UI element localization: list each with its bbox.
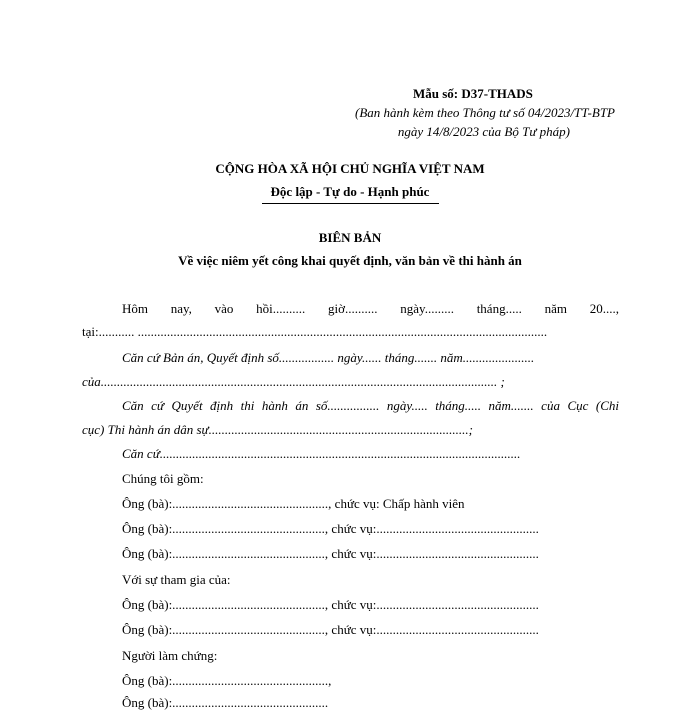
word: của [541, 398, 560, 413]
word: Quyết [171, 398, 203, 413]
word: tháng..... [435, 398, 482, 413]
word: năm....... [488, 398, 534, 413]
word: thi [240, 398, 255, 413]
word: hồi.......... [256, 301, 306, 316]
word: hành [261, 398, 288, 413]
body-line-1 [122, 301, 619, 317]
body-line-3 [122, 398, 619, 414]
word: năm [544, 301, 567, 316]
national-motto: Độc lập - Tự do - Hạnh phúc [270, 184, 430, 199]
body-line-4: Căn cứ............................................................................................................... [122, 446, 521, 461]
word: (Chi [595, 398, 619, 413]
body-line-11: Ông (bà):..............................................., chức vụ:.................................................. [122, 622, 539, 637]
body-line-5: Chúng tôi gồm: [122, 471, 204, 486]
body-line-9: Với sự tham gia của: [122, 572, 231, 587]
body-line-8: Ông (bà):..............................................., chức vụ:.................................................. [122, 546, 539, 561]
word: vào [214, 301, 234, 316]
form-code: Mẫu số: D37-THADS [413, 86, 533, 101]
word: nay, [170, 301, 192, 316]
word: ngày..... [386, 398, 428, 413]
body-line-14: Ông (bà):................................................ [122, 695, 329, 710]
word: án [295, 398, 309, 413]
word: Hôm [122, 301, 148, 316]
body-line-7: Ông (bà):..............................................., chức vụ:.................................................. [122, 521, 539, 536]
body-line-2b: của.......................................................................................................................... ; [82, 374, 505, 389]
word: ngày......... [400, 301, 454, 316]
word: số................ [315, 398, 380, 413]
word: Cục [567, 398, 589, 413]
word: tháng..... [476, 301, 522, 316]
issued-by-line-2: ngày 14/8/2023 của Bộ Tư pháp) [397, 124, 570, 139]
issued-by-line-1: (Ban hành kèm theo Thông tư số 04/2023/TT-BTP [355, 105, 615, 120]
word: định [210, 398, 234, 413]
word: cứ [151, 398, 165, 413]
body-line-2: Căn cứ Bản án, Quyết định số................. ngày...... tháng....... năm...................... [122, 350, 535, 365]
document-title: BIÊN BẢN [318, 230, 382, 245]
body-line-13: Ông (bà):................................................, [122, 673, 332, 688]
word: 20...., [589, 301, 619, 316]
word: giờ.......... [328, 301, 378, 316]
national-title: CỘNG HÒA XÃ HỘI CHỦ NGHĨA VIỆT NAM [215, 161, 485, 176]
body-line-6: Ông (bà):................................................, chức vụ: Chấp hành viên [122, 496, 465, 511]
motto-underline [262, 203, 439, 204]
document-subtitle: Về việc niêm yết công khai quyết định, văn bản về thi hành án [178, 253, 522, 268]
body-line-10: Ông (bà):..............................................., chức vụ:.................................................. [122, 597, 539, 612]
word: Căn [122, 398, 144, 413]
body-line-1b: tại:........... .............................................................................................................................. [82, 324, 548, 339]
body-line-3b: cục) Thi hành án dân sự................................................................................; [82, 422, 473, 437]
body-line-12: Người làm chứng: [122, 648, 218, 663]
